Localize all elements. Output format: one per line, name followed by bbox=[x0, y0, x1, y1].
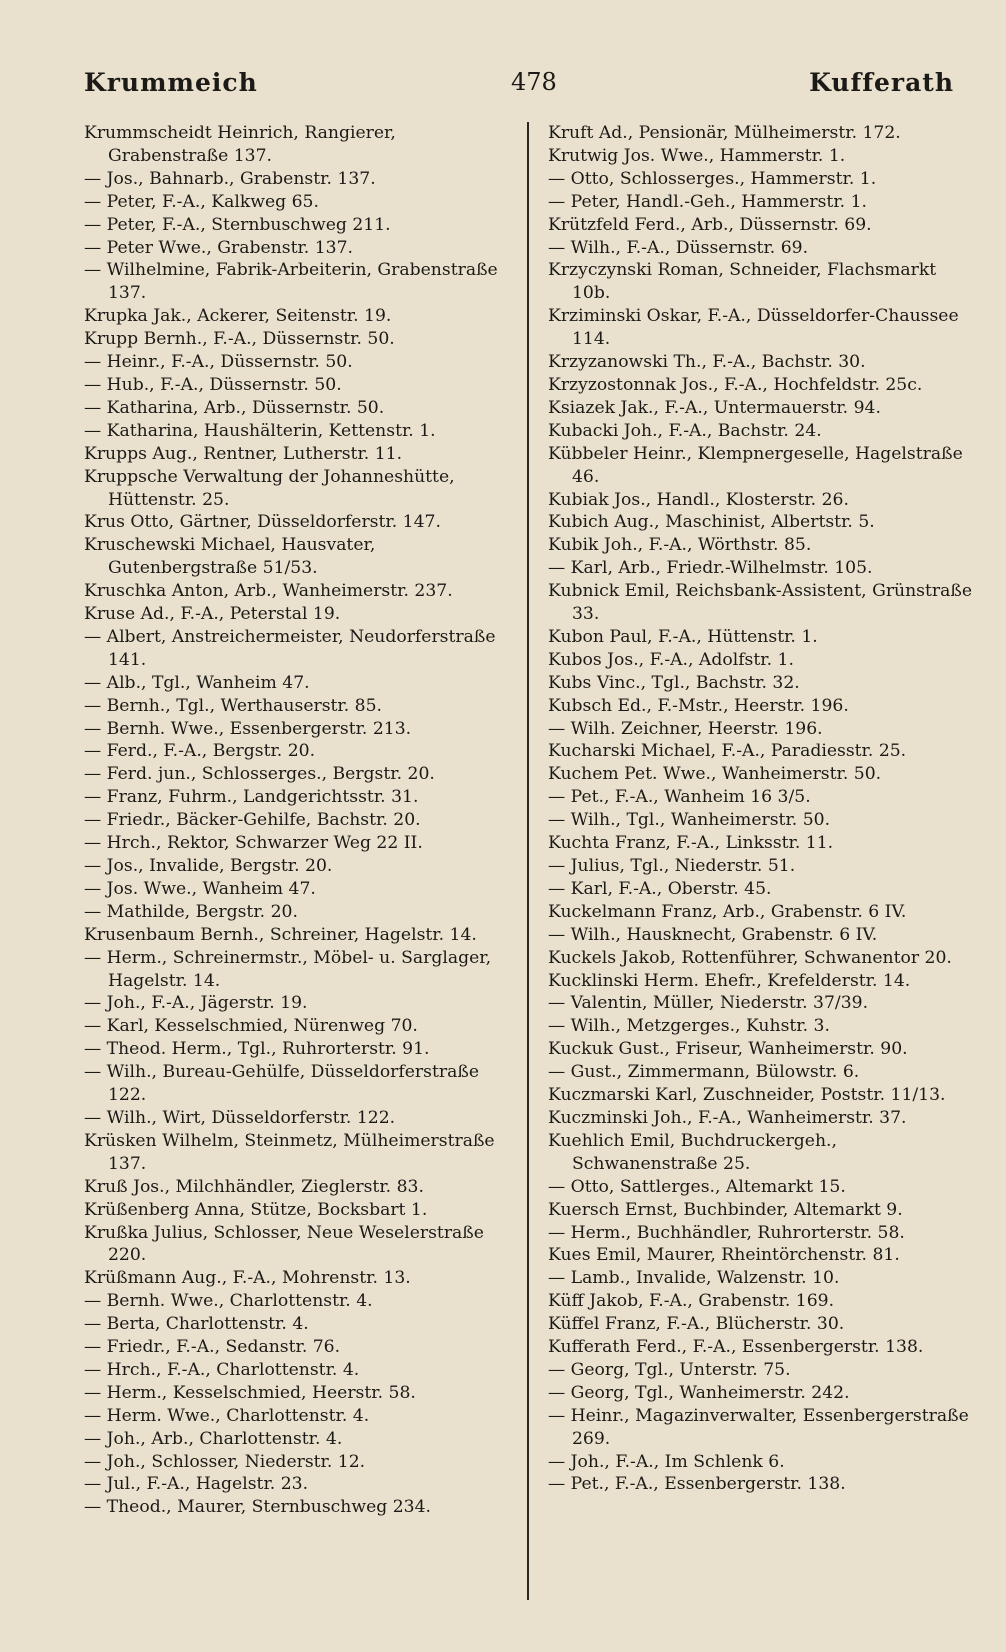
directory-entry: Kuckelmann Franz, Arb., Grabenstr. 6 IV. bbox=[548, 901, 907, 922]
directory-entry: — Wilh., F.-A., Düssernstr. 69. bbox=[548, 237, 809, 258]
directory-entry: — Peter, F.-A., Sternbuschweg 211. bbox=[84, 214, 391, 235]
directory-entry: — Karl, F.-A., Oberstr. 45. bbox=[548, 878, 772, 899]
directory-entry: — Friedr., Bäcker-Gehilfe, Bachstr. 20. bbox=[84, 810, 421, 831]
directory-entry: Krupps Aug., Rentner, Lutherstr. 11. bbox=[84, 443, 403, 464]
page-header bbox=[84, 68, 954, 108]
directory-entry: Kuckuk Gust., Friseur, Wanheimerstr. 90. bbox=[548, 1039, 908, 1060]
directory-entry: Kubon Paul, F.-A., Hüttenstr. 1. bbox=[548, 626, 818, 647]
directory-entry: Kruschka Anton, Arb., Wanheimerstr. 237. bbox=[84, 581, 453, 602]
page-number: 478 bbox=[511, 68, 557, 96]
directory-entry: Kubos Jos., F.-A., Adolfstr. 1. bbox=[548, 649, 794, 670]
directory-entry: — Joh., Arb., Charlottenstr. 4. bbox=[84, 1428, 343, 1449]
directory-entry: Kuczminski Joh., F.-A., Wanheimerstr. 37. bbox=[548, 1107, 907, 1128]
directory-entry: — Alb., Tgl., Wanheim 47. bbox=[84, 672, 310, 693]
directory-entry: — Heinr., F.-A., Düssernstr. 50. bbox=[84, 352, 353, 373]
directory-entry: Kruschewski Michael, Hausvater, Gutenbergstraße 51/53. bbox=[84, 535, 376, 579]
directory-entry: Kuckels Jakob, Rottenführer, Schwanentor 20. bbox=[548, 947, 952, 968]
directory-entry: — Hrch., F.-A., Charlottenstr. 4. bbox=[84, 1359, 360, 1380]
directory-entry: — Hub., F.-A., Düssernstr. 50. bbox=[84, 374, 342, 395]
directory-entry: Krüsken Wilhelm, Steinmetz, Mülheimerstraße 137. bbox=[84, 1130, 495, 1174]
directory-entry: Kuchem Pet. Wwe., Wanheimerstr. 50. bbox=[548, 764, 882, 785]
directory-entry: Küff Jakob, F.-A., Grabenstr. 169. bbox=[548, 1291, 835, 1312]
directory-entry: — Ferd., F.-A., Bergstr. 20. bbox=[84, 741, 316, 762]
directory-entry: — Jul., F.-A., Hagelstr. 23. bbox=[84, 1474, 309, 1495]
directory-entry: — Bernh., Tgl., Werthauserstr. 85. bbox=[84, 695, 383, 716]
directory-entry: Kruppsche Verwaltung der Johanneshütte, Hüttenstr. 25. bbox=[84, 466, 455, 510]
directory-entry: Kruse Ad., F.-A., Peterstal 19. bbox=[84, 604, 341, 625]
directory-entry: — Mathilde, Bergstr. 20. bbox=[84, 901, 298, 922]
directory-entry: — Pet., F.-A., Essenbergerstr. 138. bbox=[548, 1474, 846, 1495]
directory-entry: Kuczmarski Karl, Zuschneider, Poststr. 11/13. bbox=[548, 1085, 946, 1106]
directory-entry: Krummscheidt Heinrich, Rangierer, Grabenstraße 137. bbox=[84, 123, 396, 166]
header-last-name: Kufferath bbox=[809, 68, 954, 97]
directory-entry: Krziminski Oskar, F.-A., Düsseldorfer-Chaussee 114. bbox=[548, 306, 959, 350]
directory-entry: — Joh., F.-A., Im Schlenk 6. bbox=[548, 1451, 785, 1472]
left-column bbox=[84, 122, 514, 1519]
directory-entry: — Peter Wwe., Grabenstr. 137. bbox=[84, 237, 353, 258]
directory-entry: Krzyzanowski Th., F.-A., Bachstr. 30. bbox=[548, 352, 866, 373]
directory-entry: Krüßenberg Anna, Stütze, Bocksbart 1. bbox=[84, 1199, 428, 1220]
directory-entry: — Karl, Arb., Friedr.-Wilhelmstr. 105. bbox=[548, 558, 873, 579]
directory-entry: Kubacki Joh., F.-A., Bachstr. 24. bbox=[548, 420, 822, 441]
directory-entry: — Albert, Anstreichermeister, Neudorferstraße 141. bbox=[84, 626, 496, 670]
directory-entry: — Georg, Tgl., Unterstr. 75. bbox=[548, 1359, 791, 1380]
directory-entry: — Bernh. Wwe., Essenbergerstr. 213. bbox=[84, 718, 412, 739]
directory-entry: — Jos., Invalide, Bergstr. 20. bbox=[84, 856, 333, 876]
directory-entry: Kubnick Emil, Reichsbank-Assistent, Grünstraße 33. bbox=[548, 581, 973, 625]
directory-entry: Kubsch Ed., F.-Mstr., Heerstr. 196. bbox=[548, 695, 849, 716]
directory-entry: — Joh., Schlosser, Niederstr. 12. bbox=[84, 1451, 366, 1472]
directory-entry: — Theod. Herm., Tgl., Ruhrorterstr. 91. bbox=[84, 1039, 430, 1060]
directory-entry: Kruft Ad., Pensionär, Mülheimerstr. 172. bbox=[548, 123, 901, 143]
directory-entry: Krupp Bernh., F.-A., Düssernstr. 50. bbox=[84, 329, 395, 350]
directory-entry: Kübbeler Heinr., Klempnergeselle, Hagelstraße 46. bbox=[548, 443, 963, 487]
right-column bbox=[548, 122, 976, 1496]
directory-entry: — Herm., Schreinermstr., Möbel- u. Sarglager, Hagelstr. 14. bbox=[84, 947, 492, 991]
directory-entry: Krußka Julius, Schlosser, Neue Weselerstraße 220. bbox=[84, 1222, 484, 1266]
directory-entry: — Wilh., Hausknecht, Grabenstr. 6 IV. bbox=[548, 924, 878, 945]
directory-entry: — Valentin, Müller, Niederstr. 37/39. bbox=[548, 993, 869, 1014]
directory-entry: — Franz, Fuhrm., Landgerichtsstr. 31. bbox=[84, 787, 419, 808]
directory-entry: Krüßmann Aug., F.-A., Mohrenstr. 13. bbox=[84, 1268, 411, 1289]
directory-entry: — Berta, Charlottenstr. 4. bbox=[84, 1314, 309, 1335]
directory-entry: Kruß Jos., Milchhändler, Zieglerstr. 83. bbox=[84, 1176, 424, 1197]
directory-entry: — Wilh., Bureau-Gehülfe, Düsseldorferstraße 122. bbox=[84, 1062, 479, 1106]
directory-entry: — Heinr., Magazinverwalter, Essenbergerstraße 269. bbox=[548, 1405, 969, 1449]
directory-entry: — Wilhelmine, Fabrik-Arbeiterin, Grabenstraße 137. bbox=[84, 260, 498, 304]
directory-entry: Krus Otto, Gärtner, Düsseldorferstr. 147. bbox=[84, 512, 441, 533]
directory-entry: Kubs Vinc., Tgl., Bachstr. 32. bbox=[548, 672, 800, 693]
directory-entry: — Ferd. jun., Schlosserges., Bergstr. 20. bbox=[84, 764, 435, 785]
directory-entry: Kubik Joh., F.-A., Wörthstr. 85. bbox=[548, 535, 812, 556]
directory-entry: — Pet., F.-A., Wanheim 16 3/5. bbox=[548, 787, 811, 808]
directory-entry: Kucharski Michael, F.-A., Paradiesstr. 25. bbox=[548, 741, 907, 762]
directory-entry: — Gust., Zimmermann, Bülowstr. 6. bbox=[548, 1062, 860, 1083]
directory-entry: Kucklinski Herm. Ehefr., Krefelderstr. 14. bbox=[548, 970, 911, 991]
directory-entry: — Karl, Kesselschmied, Nürenweg 70. bbox=[84, 1016, 418, 1037]
directory-entry: Kufferath Ferd., F.-A., Essenbergerstr. 138. bbox=[548, 1337, 924, 1358]
directory-entry: — Friedr., F.-A., Sedanstr. 76. bbox=[84, 1337, 341, 1358]
directory-entry: Kubich Aug., Maschinist, Albertstr. 5. bbox=[548, 512, 875, 533]
directory-entry: — Wilh., Tgl., Wanheimerstr. 50. bbox=[548, 810, 831, 831]
directory-entry: Kues Emil, Maurer, Rheintörchenstr. 81. bbox=[548, 1245, 900, 1266]
directory-entry: Kuehlich Emil, Buchdruckergeh., Schwanenstraße 25. bbox=[548, 1130, 837, 1174]
directory-entry: Kuersch Ernst, Buchbinder, Altemarkt 9. bbox=[548, 1199, 903, 1220]
directory-entry: Krzyzostonnak Jos., F.-A., Hochfeldstr. 25c. bbox=[548, 374, 923, 395]
directory-entry: — Peter, F.-A., Kalkweg 65. bbox=[84, 191, 319, 212]
directory-entry: — Hrch., Rektor, Schwarzer Weg 22 II. bbox=[84, 833, 423, 854]
directory-entry: Krutwig Jos. Wwe., Hammerstr. 1. bbox=[548, 145, 846, 166]
directory-entry: Kubiak Jos., Handl., Klosterstr. 26. bbox=[548, 489, 849, 510]
directory-entry: — Julius, Tgl., Niederstr. 51. bbox=[548, 856, 796, 876]
directory-entry: — Otto, Schlosserges., Hammerstr. 1. bbox=[548, 168, 877, 189]
header-first-name: Krummeich bbox=[84, 68, 258, 97]
directory-entry: Krupka Jak., Ackerer, Seitenstr. 19. bbox=[84, 306, 392, 327]
directory-entry: — Joh., F.-A., Jägerstr. 19. bbox=[84, 993, 308, 1014]
directory-entry: — Herm., Buchhändler, Ruhrorterstr. 58. bbox=[548, 1222, 905, 1243]
directory-entry: — Theod., Maurer, Sternbuschweg 234. bbox=[84, 1497, 431, 1518]
directory-entry: — Peter, Handl.-Geh., Hammerstr. 1. bbox=[548, 191, 867, 212]
directory-entry: — Katharina, Arb., Düssernstr. 50. bbox=[84, 397, 385, 418]
directory-entry: — Jos., Bahnarb., Grabenstr. 137. bbox=[84, 168, 376, 189]
directory-entry: — Wilh., Metzgerges., Kuhstr. 3. bbox=[548, 1016, 830, 1037]
directory-entry: Ksiazek Jak., F.-A., Untermauerstr. 94. bbox=[548, 397, 881, 418]
directory-entry: Kuchta Franz, F.-A., Linksstr. 11. bbox=[548, 833, 834, 854]
directory-entry: — Bernh. Wwe., Charlottenstr. 4. bbox=[84, 1291, 373, 1312]
directory-entry: — Herm., Kesselschmied, Heerstr. 58. bbox=[84, 1382, 416, 1403]
directory-entry: — Otto, Sattlerges., Altemarkt 15. bbox=[548, 1176, 846, 1197]
column-divider bbox=[527, 122, 529, 1600]
directory-entry: — Jos. Wwe., Wanheim 47. bbox=[84, 878, 316, 899]
directory-entry: — Herm. Wwe., Charlottenstr. 4. bbox=[84, 1405, 370, 1426]
directory-entry: — Lamb., Invalide, Walzenstr. 10. bbox=[548, 1268, 840, 1289]
directory-entry: Krützfeld Ferd., Arb., Düssernstr. 69. bbox=[548, 214, 872, 235]
directory-entry: Krzyczynski Roman, Schneider, Flachsmarkt 10b. bbox=[548, 260, 937, 304]
directory-entry: — Georg, Tgl., Wanheimerstr. 242. bbox=[548, 1382, 850, 1403]
directory-entry: Küffel Franz, F.-A., Blücherstr. 30. bbox=[548, 1314, 845, 1335]
directory-entry: — Katharina, Haushälterin, Kettenstr. 1. bbox=[84, 420, 436, 441]
directory-entry: — Wilh. Zeichner, Heerstr. 196. bbox=[548, 718, 823, 739]
directory-entry: Krusenbaum Bernh., Schreiner, Hagelstr. 14. bbox=[84, 924, 477, 945]
directory-entry: — Wilh., Wirt, Düsseldorferstr. 122. bbox=[84, 1107, 396, 1128]
